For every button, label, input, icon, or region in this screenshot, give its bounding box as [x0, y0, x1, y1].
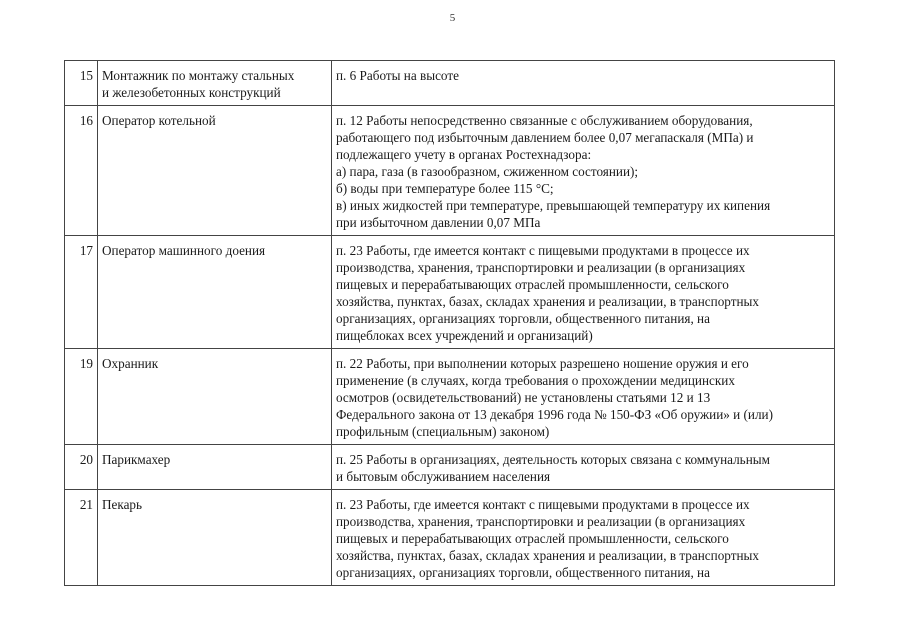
table-row: [65, 349, 835, 445]
row-number: 20: [65, 445, 98, 490]
work-type-line: хозяйства, пунктах, базах, складах хранения и реализации, в транспортных: [336, 294, 759, 309]
row-number: 15: [65, 61, 98, 106]
profession-cell: [98, 349, 332, 445]
table-body: [65, 61, 835, 586]
profession-line: Парикмахер: [102, 452, 171, 467]
work-type-line: организациях, организациях торговли, общественного питания, на: [336, 311, 710, 326]
work-type-line: Федерального закона от 13 декабря 1996 года № 150-ФЗ «Об оружии» и (или): [336, 407, 774, 422]
profession-line: Оператор котельной: [102, 113, 216, 128]
profession-cell: [98, 490, 332, 586]
row-number: 17: [65, 236, 98, 349]
profession-cell: [98, 445, 332, 490]
table-row: [65, 236, 835, 349]
work-type-line: б) воды при температуре более 115 °С;: [336, 181, 554, 196]
work-type-cell: [332, 445, 835, 490]
row-number: 16: [65, 106, 98, 236]
profession-line: Оператор машинного доения: [102, 243, 266, 258]
work-type-cell: [332, 61, 835, 106]
work-type-line: в) иных жидкостей при температуре, превышающей температуру их кипения: [336, 198, 771, 213]
work-type-line: п. 22 Работы, при выполнении которых разрешено ношение оружия и его: [336, 356, 749, 371]
work-type-line: организациях, организациях торговли, общественного питания, на: [336, 565, 710, 580]
work-type-line: подлежащего учету в органах Ростехнадзора:: [336, 147, 592, 162]
work-type-line: п. 6 Работы на высоте: [336, 68, 459, 83]
row-number: 21: [65, 490, 98, 586]
work-type-cell: [332, 349, 835, 445]
profession-cell: [98, 61, 332, 106]
work-type-line: работающего под избыточным давлением более 0,07 мегапаскаля (МПа) и: [336, 130, 754, 145]
work-type-cell: [332, 236, 835, 349]
profession-line: Монтажник по монтажу стальных: [102, 68, 295, 83]
table-row: [65, 61, 835, 106]
row-number: 19: [65, 349, 98, 445]
page-number: 5: [449, 12, 456, 24]
work-type-line: производства, хранения, транспортировки и реализации (в организациях: [336, 514, 746, 529]
profession-cell: [98, 236, 332, 349]
work-type-line: пищеблоках всех учреждений и организаций): [336, 328, 593, 343]
work-type-cell: [332, 106, 835, 236]
work-type-line: осмотров (освидетельствований) не установлены статьями 12 и 13: [336, 390, 711, 405]
work-type-line: а) пара, газа (в газообразном, сжиженном состоянии);: [336, 164, 639, 179]
work-type-line: пищевых и перерабатывающих отраслей промышленности, сельского: [336, 531, 729, 546]
table-row: [65, 106, 835, 236]
profession-line: Охранник: [102, 356, 159, 371]
work-type-cell: [332, 490, 835, 586]
profession-line: и железобетонных конструкций: [102, 85, 281, 100]
work-type-line: п. 25 Работы в организациях, деятельность которых связана с коммунальным: [336, 452, 770, 467]
work-type-line: п. 12 Работы непосредственно связанные с обслуживанием оборудования,: [336, 113, 753, 128]
professions-table: [64, 60, 835, 586]
table-row: [65, 490, 835, 586]
work-type-line: профильным (специальным) законом): [336, 424, 550, 439]
work-type-line: применение (в случаях, когда требования о прохождении медицинских: [336, 373, 735, 388]
profession-line: Пекарь: [102, 497, 143, 512]
work-type-line: и бытовым обслуживанием населения: [336, 469, 551, 484]
table-row: [65, 445, 835, 490]
work-type-line: хозяйства, пунктах, базах, складах хранения и реализации, в транспортных: [336, 548, 759, 563]
work-type-line: п. 23 Работы, где имеется контакт с пищевыми продуктами в процессе их: [336, 243, 750, 258]
work-type-line: при избыточном давлении 0,07 МПа: [336, 215, 541, 230]
profession-cell: [98, 106, 332, 236]
work-type-line: производства, хранения, транспортировки и реализации (в организациях: [336, 260, 746, 275]
work-type-line: пищевых и перерабатывающих отраслей промышленности, сельского: [336, 277, 729, 292]
work-type-line: п. 23 Работы, где имеется контакт с пищевыми продуктами в процессе их: [336, 497, 750, 512]
